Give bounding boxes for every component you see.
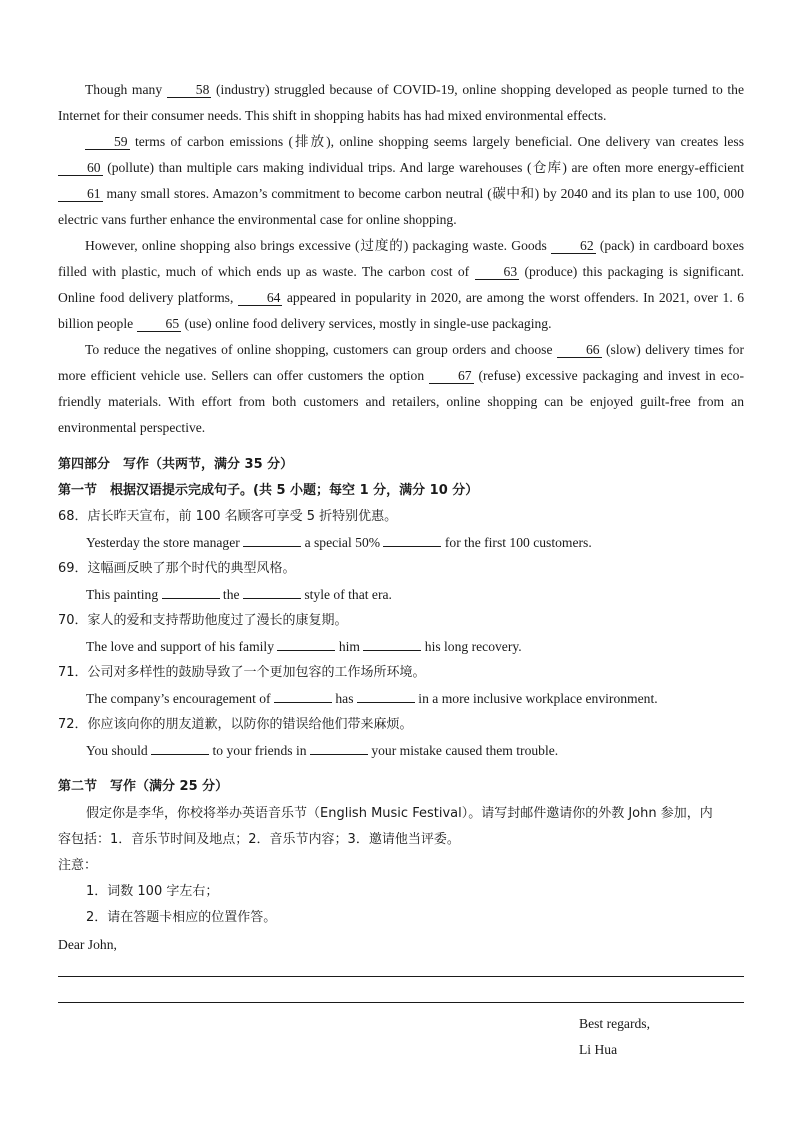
section1-heading: 第一节 根据汉语提示完成句子。(共 5 小题；每空 1 分，满分 10 分） bbox=[58, 483, 479, 498]
sentence-text: You should bbox=[86, 743, 152, 758]
passage-text: many small stores. Amazon’s commitment to become carbon neutral (碳中和) by 2040 and its plan to use 100, 000 electric vans further enhance the environmental case for online shopping. bbox=[58, 186, 744, 227]
letter-closing: Best regards, bbox=[579, 1016, 650, 1031]
writing-prompt-line-2: 容包括：1．音乐节时间及地点；2．音乐节内容；3．邀请他当评委。 bbox=[58, 832, 460, 847]
sentence-text: The company’s encouragement of bbox=[86, 691, 274, 706]
passage-text: (produce) this packaging is significant. Online food delivery platforms, bbox=[58, 264, 744, 305]
sentence-text: This painting bbox=[86, 587, 162, 602]
blank-61[interactable]: 61 bbox=[58, 187, 103, 202]
passage-text: Though many bbox=[85, 82, 167, 97]
passage-text: (use) online food delivery services, mostly in single-use packaging. bbox=[181, 316, 552, 331]
blank-62[interactable]: 62 bbox=[551, 239, 596, 254]
passage-text: terms of carbon emissions (排放), online shopping seems largely beneficial. One delivery van creates less bbox=[129, 134, 744, 149]
blank-63[interactable]: 63 bbox=[475, 265, 520, 280]
writing-line[interactable] bbox=[58, 976, 744, 977]
passage-paragraph-3 bbox=[58, 233, 744, 337]
answer-blank[interactable] bbox=[243, 534, 301, 547]
answer-blank[interactable] bbox=[162, 586, 220, 599]
sentence-text: in a more inclusive workplace environment. bbox=[414, 691, 658, 706]
blank-64[interactable]: 64 bbox=[238, 291, 283, 306]
writing-prompt-line-1: 假定你是李华，你校将举办英语音乐节（English Music Festival）。请写封邮件邀请你的外教 John 参加，内 bbox=[86, 806, 713, 821]
answer-blank[interactable] bbox=[274, 690, 332, 703]
blank-58[interactable]: 58 bbox=[167, 83, 212, 98]
question-72-prompt: 72．你应该向你的朋友道歉，以防你的错误给他们带来麻烦。 bbox=[58, 717, 413, 732]
question-71-sentence bbox=[86, 690, 658, 708]
passage-text: (slow) delivery times for more efficient vehicle use. Sellers can offer customers the option bbox=[58, 342, 744, 383]
answer-blank[interactable] bbox=[383, 534, 441, 547]
answer-blank[interactable] bbox=[310, 742, 368, 755]
passage-paragraph-2 bbox=[58, 129, 744, 233]
letter-signature: Li Hua bbox=[579, 1042, 618, 1057]
question-70-sentence bbox=[86, 638, 522, 656]
passage-text: (pack) in cardboard boxes filled with plastic, much of which ends up as waste. The carbon cost of bbox=[58, 238, 744, 279]
question-69-prompt: 69．这幅画反映了那个时代的典型风格。 bbox=[58, 561, 296, 576]
answer-blank[interactable] bbox=[277, 638, 335, 651]
question-68-sentence bbox=[86, 534, 592, 552]
answer-blank[interactable] bbox=[363, 638, 421, 651]
passage-text: (pollute) than multiple cars making individual trips. And large warehouses (仓库) are often more energy-efficient bbox=[102, 160, 744, 175]
answer-blank[interactable] bbox=[243, 586, 301, 599]
sentence-text: The love and support of his family bbox=[86, 639, 278, 654]
question-70-prompt: 70．家人的爱和支持帮助他度过了漫长的康复期。 bbox=[58, 613, 348, 628]
question-71-prompt: 71．公司对多样性的鼓励导致了一个更加包容的工作场所环境。 bbox=[58, 665, 426, 680]
section2-heading: 第二节 写作（满分 25 分） bbox=[58, 779, 229, 794]
cloze-passage bbox=[58, 77, 744, 441]
part4-heading: 第四部分 写作（共两节，满分 35 分） bbox=[58, 457, 294, 472]
blank-65[interactable]: 65 bbox=[137, 317, 182, 332]
passage-text: appeared in popularity in 2020, are among the worst offenders. In 2021, over 1. 6 billion people bbox=[58, 290, 744, 331]
question-68-prompt: 68．店长昨天宣布，前 100 名顾客可享受 5 折特别优惠。 bbox=[58, 509, 398, 524]
sentence-text: him bbox=[335, 639, 364, 654]
sentence-text: his long recovery. bbox=[421, 639, 522, 654]
sentence-text: for the first 100 customers. bbox=[441, 535, 592, 550]
question-69-sentence bbox=[86, 586, 392, 604]
letter-greeting: Dear John, bbox=[58, 937, 117, 952]
answer-blank[interactable] bbox=[151, 742, 209, 755]
writing-line[interactable] bbox=[58, 1002, 744, 1003]
note-2: 2．请在答题卡相应的位置作答。 bbox=[86, 910, 277, 925]
sentence-text: a special 50% bbox=[301, 535, 384, 550]
blank-59[interactable]: 59 bbox=[85, 135, 130, 150]
sentence-text: your mistake caused them trouble. bbox=[367, 743, 559, 758]
passage-text: However, online shopping also brings excessive (过度的) packaging waste. Goods bbox=[85, 238, 552, 253]
passage-text: To reduce the negatives of online shopping, customers can group orders and choose bbox=[85, 342, 557, 357]
question-72-sentence bbox=[86, 742, 558, 760]
note-1: 1．词数 100 字左右； bbox=[86, 884, 219, 899]
sentence-text: Yesterday the store manager bbox=[86, 535, 244, 550]
passage-paragraph-1 bbox=[58, 77, 744, 129]
passage-text: (refuse) excessive packaging and invest in eco-friendly materials. With effort from both customers and retailers, online shopping can be enjoyed guilt-free from an environmental perspective. bbox=[58, 368, 744, 435]
sentence-text: style of that era. bbox=[300, 587, 392, 602]
passage-text: (industry) struggled because of COVID-19, online shopping developed as people turned to the Internet for their consumer needs. This shift in shopping habits has had mixed environmental effects. bbox=[58, 82, 744, 123]
blank-60[interactable]: 60 bbox=[58, 161, 103, 176]
sentence-text: has bbox=[331, 691, 357, 706]
sentence-text: the bbox=[219, 587, 243, 602]
sentence-text: to your friends in bbox=[209, 743, 310, 758]
blank-66[interactable]: 66 bbox=[557, 343, 602, 358]
passage-paragraph-4 bbox=[58, 337, 744, 441]
answer-blank[interactable] bbox=[357, 690, 415, 703]
notes-label: 注意： bbox=[58, 858, 98, 873]
blank-67[interactable]: 67 bbox=[429, 369, 474, 384]
